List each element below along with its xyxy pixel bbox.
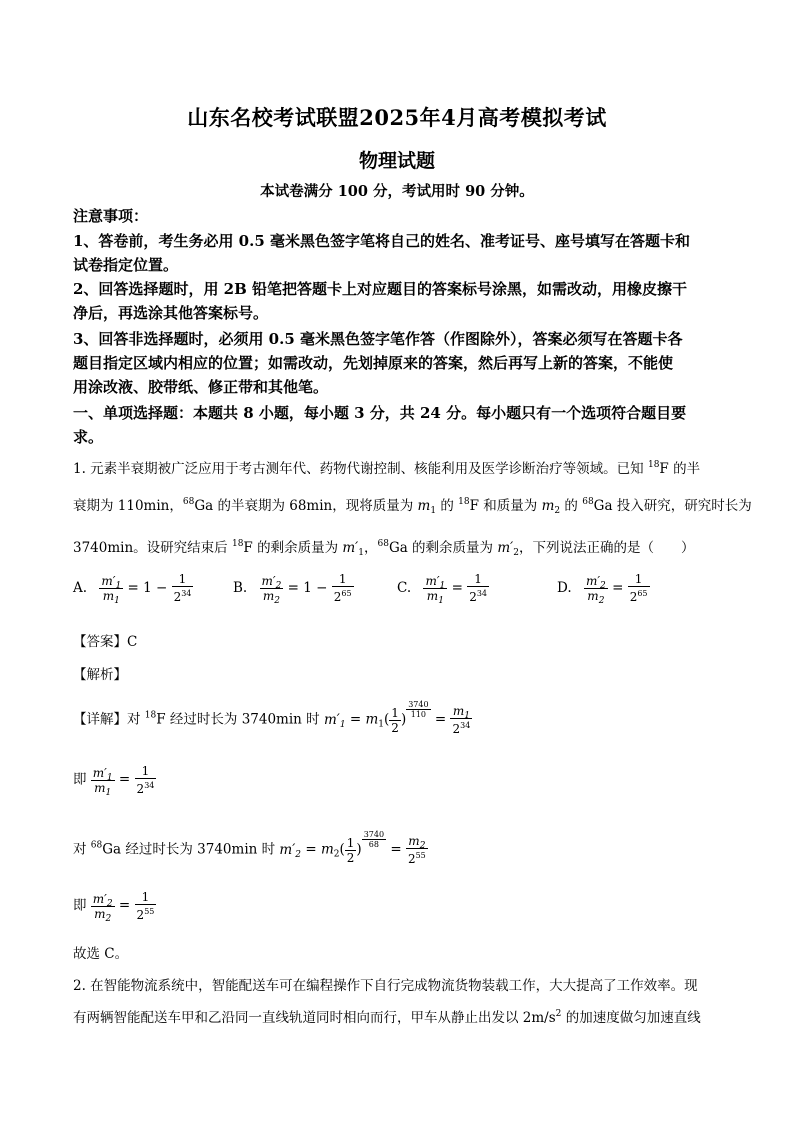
note-2-line-1: 2、回答选择题时，用 2B 铅笔把答题卡上对应题目的答案标号涂黑，如需改动，用橡皮擦干 xyxy=(73,280,688,298)
note-3-line-3: 用涂改液、胶带纸、修正带和其他笔。 xyxy=(73,378,329,396)
exam-title: 山东名校考试联盟2025年4月高考模拟考试 xyxy=(187,105,607,130)
option-b[interactable]: B. $\frac{m'_2}{m_2}$ = 1 − $\frac{1}{2^{65}}$ xyxy=(233,572,352,606)
option-c[interactable]: C. $\frac{m'_1}{m_1}$ = $\frac{1}{2^{34}}$ xyxy=(397,572,488,606)
note-1-line-1: 1、答卷前，考生务必用 0.5 毫米黑色签字笔将自己的姓名、准考证号、座号填写在答题卡和 xyxy=(73,232,690,250)
detail-f18-line: 【详解】对 $^{18}$F 经过时长为 3740min 时 $m'_1 = m_1$( $\frac{1}{2}$ ) $^{\frac{3740}{110}}$ = $\frac{m_1}{2^{34}}$ xyxy=(73,700,471,736)
q1-stem-line-2: 衰期为 110min，$^{68}$Ga 的半衰期为 68min，现将质量为 $m_1$ 的 $^{18}$F 和质量为 $m_2$ 的 $^{68}$Ga 投入研究，研究时长为 xyxy=(73,497,752,516)
option-d[interactable]: D. $\frac{m'_2}{m_2}$ = $\frac{1}{2^{65}}$ xyxy=(557,572,648,606)
section-1-line-2: 求。 xyxy=(73,428,104,446)
exam-info: 本试卷满分 100 分，考试用时 90 分钟。 xyxy=(260,183,534,200)
conclusion: 故选 C。 xyxy=(73,946,129,962)
section-1-line-1: 一、单项选择题：本题共 8 小题，每小题 3 分，共 24 分。每小题只有一个选项符合题目要 xyxy=(73,404,687,422)
note-2-line-2: 净后，再选涂其他答案标号。 xyxy=(73,304,269,322)
q1-stem-line-3: 3740min。设研究结束后 $^{18}$F 的剩余质量为 $m'_1$，$^{68}$Ga 的剩余质量为 $m'_2$，下列说法正确的是（ ） xyxy=(73,539,695,558)
q1-stem-line-1: 1. 元素半衰期被广泛应用于考古测年代、药物代谢控制、核能利用及医学诊断治疗等领域。已知 $^{18}$F 的半 xyxy=(73,460,701,477)
answer-label: 【答案】C xyxy=(73,634,138,650)
detail-ratio-2: 即 $\frac{m'_2}{m_2}$ = $\frac{1}{2^{55}}$ xyxy=(73,890,155,924)
detail-ga68-line: 对 $^{68}$Ga 经过时长为 3740min 时 $m'_2 = m_2$( $\frac{1}{2}$ ) $^{\frac{3740}{68}}$ = $\frac{m_2}{2^{55}}$ xyxy=(73,830,426,866)
notes-heading: 注意事项： xyxy=(73,207,149,225)
note-3-line-2: 题目指定区域内相应的位置；如需改动，先划掉原来的答案，然后再写上新的答案，不能使 xyxy=(73,354,674,372)
option-a[interactable]: A. $\frac{m'_1}{m_1}$ = 1 − $\frac{1}{2^{34}}$ xyxy=(73,572,192,606)
detail-ratio-1: 即 $\frac{m'_1}{m_1}$ = $\frac{1}{2^{34}}$ xyxy=(73,764,155,798)
q2-stem-line-1: 2. 在智能物流系统中，智能配送车可在编程操作下自行完成物流货物装载工作，大大提高了工作效率。现 xyxy=(73,978,698,994)
note-3-line-1: 3、回答非选择题时，必须用 0.5 毫米黑色签字笔作答（作图除外），答案必须写在答题卡各 xyxy=(73,330,683,348)
note-1-line-2: 试卷指定位置。 xyxy=(73,256,179,274)
q2-stem-line-2: 有两辆智能配送车甲和乙沿同一直线轨道同时相向而行，甲车从静止出发以 $2m/s^2$ 的加速度做匀加速直线 xyxy=(73,1009,701,1026)
analysis-label: 【解析】 xyxy=(73,667,127,683)
subject-title: 物理试题 xyxy=(358,150,435,172)
